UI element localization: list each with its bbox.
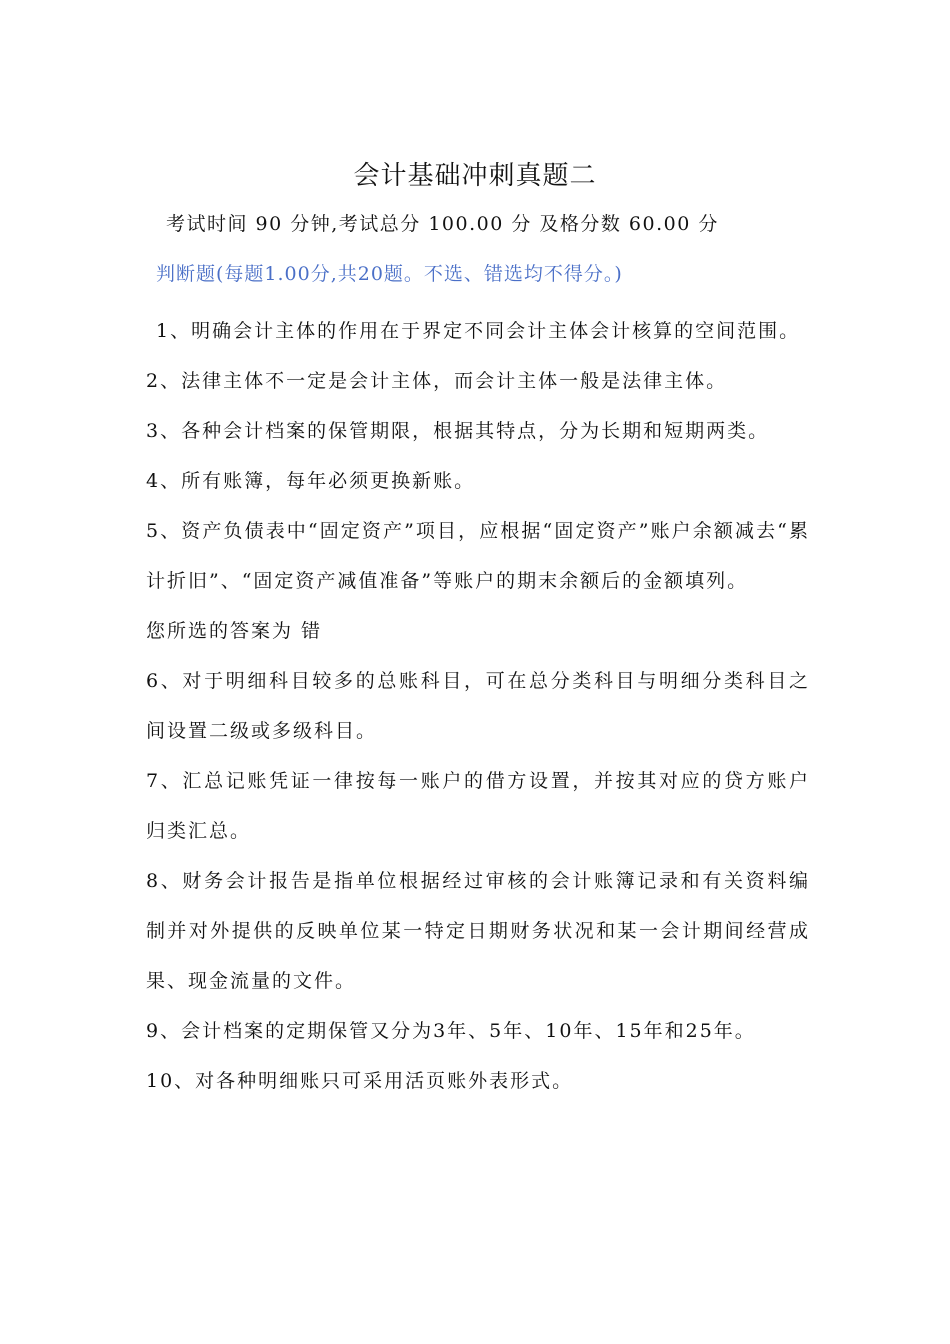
exam-info: 考试时间 90 分钟,考试总分 100.00 分 及格分数 60.00 分 bbox=[166, 213, 719, 235]
selected-answer: 您所选的答案为 错 bbox=[146, 620, 323, 642]
question-item-2: 2、法律主体不一定是会计主体，而会计主体一般是法律主体。 bbox=[146, 370, 728, 392]
question-item-10: 10、对各种明细账只可采用活页账外表形式。 bbox=[146, 1070, 574, 1092]
section-header: 判断题(每题1.00分,共20题。不选、错选均不得分。) bbox=[156, 263, 623, 285]
page-title: 会计基础冲刺真题二 bbox=[353, 161, 597, 191]
question-item-5: 5、资产负债表中“固定资产”项目，应根据“固定资产”账户余额减去“累计折旧”、“固定资产减值准备”等账户的期末余额后的金额填列。 bbox=[146, 520, 810, 592]
question-list bbox=[146, 306, 810, 1106]
question-item-9: 9、会计档案的定期保管又分为3年、5年、10年、15年和25年。 bbox=[146, 1020, 756, 1042]
question-item-3: 3、各种会计档案的保管期限，根据其特点，分为长期和短期两类。 bbox=[146, 420, 770, 442]
question-item-8: 8、财务会计报告是指单位根据经过审核的会计账簿记录和有关资料编制并对外提供的反映单位某一特定日期财务状况和某一会计期间经营成果、现金流量的文件。 bbox=[146, 870, 810, 992]
question-item-7: 7、汇总记账凭证一律按每一账户的借方设置，并按其对应的贷方账户归类汇总。 bbox=[146, 770, 810, 842]
question-item-4: 4、所有账簿，每年必须更换新账。 bbox=[146, 470, 476, 492]
question-item-1: 1、明确会计主体的作用在于界定不同会计主体会计核算的空间范围。 bbox=[156, 320, 801, 342]
question-item-6: 6、对于明细科目较多的总账科目，可在总分类科目与明细分类科目之间设置二级或多级科目。 bbox=[146, 670, 810, 742]
